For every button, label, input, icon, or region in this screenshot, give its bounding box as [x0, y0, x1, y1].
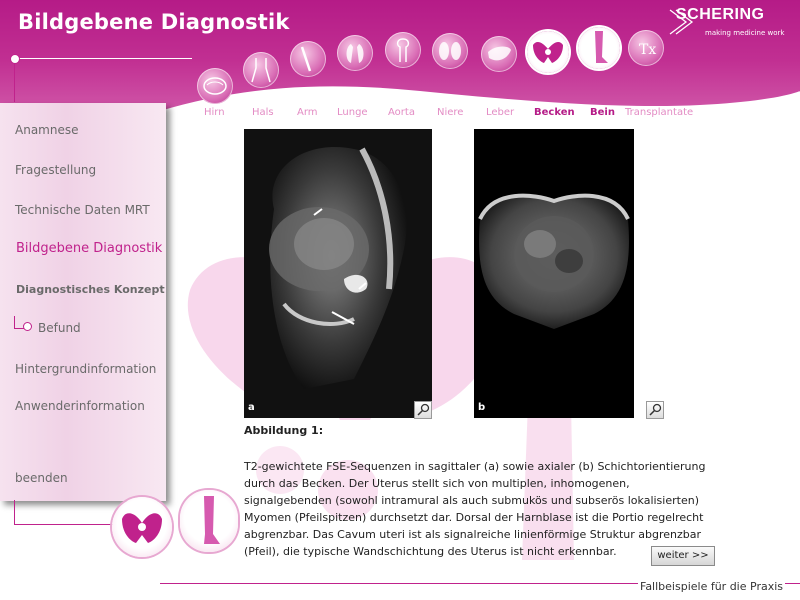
tree-connector-dot	[23, 322, 32, 331]
mri-image-axial	[474, 129, 634, 418]
liver-icon[interactable]	[481, 36, 517, 72]
tab-niere[interactable]: Niere	[437, 107, 464, 118]
arm-icon[interactable]	[290, 41, 326, 77]
tab-transplantate[interactable]: Transplantate	[625, 107, 694, 118]
weiter-button[interactable]: weiter >>	[651, 546, 715, 566]
deco-vertical-line-bottom	[14, 500, 15, 524]
mri-image-sagittal	[244, 129, 432, 418]
footer-label: Fallbeispiele für die Praxis	[640, 580, 783, 593]
leg-thumbnail-icon[interactable]	[180, 490, 238, 552]
svg-text:Tx: Tx	[639, 42, 657, 58]
transplant-icon[interactable]	[628, 30, 664, 66]
tab-hirn[interactable]: Hirn	[204, 107, 225, 118]
lung-icon[interactable]	[337, 35, 373, 71]
deco-horizontal-line-bottom	[14, 524, 114, 525]
sidebar-item-hintergrundinformation[interactable]: Hintergrundinformation	[15, 362, 157, 376]
deco-dot	[10, 54, 20, 64]
page-title: Bildgebene Diagnostik	[18, 10, 290, 34]
leg-icon[interactable]	[578, 27, 620, 69]
sidebar	[0, 103, 166, 501]
tab-arm[interactable]: Arm	[297, 107, 318, 118]
sidebar-item-diagnostisches-konzept[interactable]: Diagnostisches Konzept	[16, 283, 165, 296]
aorta-icon[interactable]	[385, 32, 421, 68]
sidebar-item-fragestellung[interactable]: Fragestellung	[15, 163, 97, 177]
zoom-icon-b[interactable]	[646, 401, 664, 419]
sidebar-item-technische-daten[interactable]: Technische Daten MRT	[15, 203, 150, 217]
sidebar-item-beenden[interactable]: beenden	[15, 471, 68, 485]
image-label-a: a	[248, 402, 255, 413]
kidney-icon[interactable]	[432, 33, 468, 69]
zoom-icon-a[interactable]	[414, 401, 432, 419]
neck-icon[interactable]	[243, 52, 279, 88]
sidebar-item-bildgebene-diagnostik[interactable]: Bildgebene Diagnostik	[16, 241, 163, 256]
tab-hals[interactable]: Hals	[252, 107, 274, 118]
tab-becken[interactable]: Becken	[534, 107, 575, 118]
figure-caption-text: T2-gewichtete FSE-Sequenzen in sagittaler (a) sowie axialer (b) Schichtorientierung durch das Becken. Der Uterus stellt sich von multiplen, inhomogenen, signalgebenden (sowohl intramural als auch submukös und subserös lokalisierten) Myomen (Pfeilspitzen) durchsetzt dar. Dorsal der Harnblase ist die Portio regelrecht abgrenzbar. Das Cavum uteri ist als signalreiche linienförmige Struktur abgrenzbar (Pfeil), die typische Wandschichtung des Uterus ist nicht erkennbar.	[244, 460, 706, 558]
brand-logo-text: SCHERING	[676, 6, 765, 23]
brain-icon[interactable]	[197, 68, 233, 104]
tab-bein[interactable]: Bein	[590, 107, 615, 118]
sidebar-item-anamnese[interactable]: Anamnese	[15, 123, 79, 137]
sidebar-item-anwenderinformation[interactable]: Anwenderinformation	[15, 399, 145, 413]
tab-leber[interactable]: Leber	[486, 107, 515, 118]
tab-aorta[interactable]: Aorta	[388, 107, 415, 118]
pelvis-thumbnail-icon[interactable]	[112, 497, 172, 557]
deco-vertical-line	[14, 58, 15, 102]
deco-horizontal-line	[14, 58, 192, 59]
sidebar-item-befund[interactable]: Befund	[38, 321, 81, 335]
image-label-b: b	[478, 402, 486, 413]
pelvis-icon[interactable]	[527, 31, 569, 73]
tab-lunge[interactable]: Lunge	[337, 107, 368, 118]
brand-tagline: making medicine work	[705, 29, 785, 37]
figure-caption-title: Abbildung 1:	[244, 424, 324, 437]
